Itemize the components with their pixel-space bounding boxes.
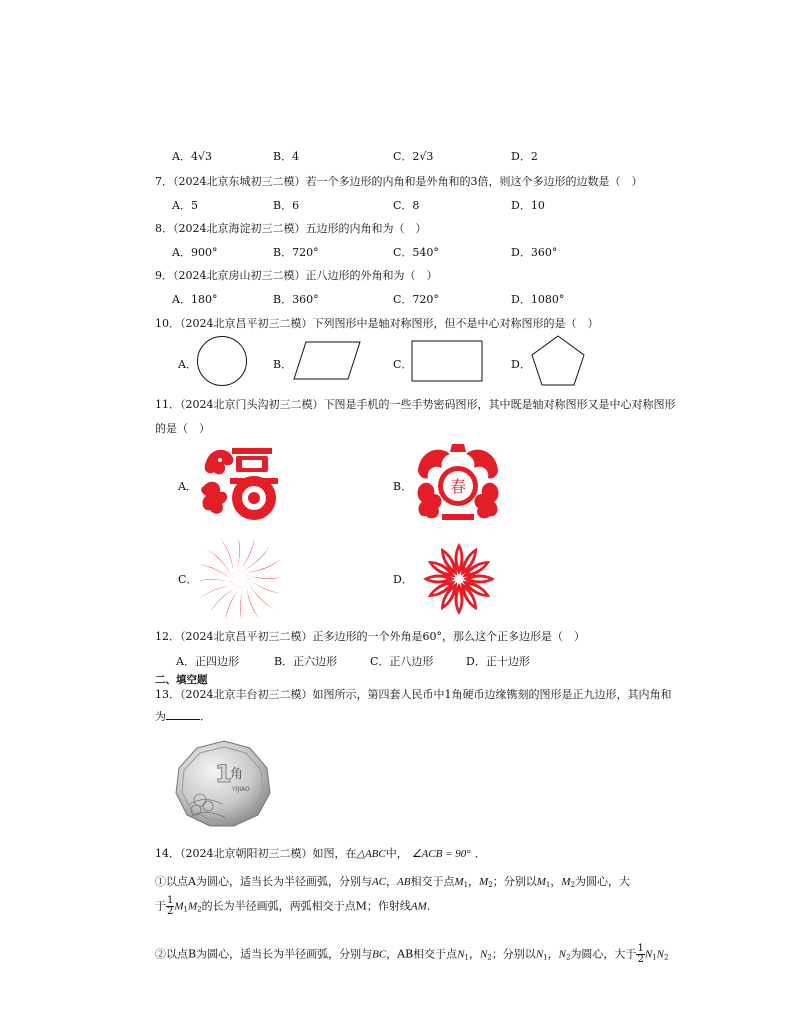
q14-s2-t3: ，	[469, 947, 480, 961]
coin-image	[170, 738, 278, 830]
q12-stem: 12．（2024北京昌平初三二模）正多边形的一个外角是60°，那么这个正多边形是（ ）	[155, 630, 585, 643]
q6-option-b: B．4	[273, 150, 300, 163]
q14-s1b-am: AM	[410, 900, 427, 913]
svg-text:YIJIAO: YIJIAO	[232, 786, 250, 793]
q14-s2-t5: ，	[547, 947, 559, 961]
q7-stem: 7．（2024北京东城初三二模）若一个多边形的内角和是外角和的3倍，则这个多边形的边数是（ ）	[155, 175, 643, 188]
q11-stem-line1: 11．（2024北京门头沟初三二模）下图是手机的一些手势密码图形，其中既是轴对称图形又是中心对称图形	[155, 398, 676, 411]
q14-angle: ∠ACB = 90°	[411, 848, 471, 860]
q14-s2-t6: 为圆心，大于	[570, 947, 637, 961]
rectangle-figure	[411, 340, 483, 382]
q12-option-d: D．正十边形	[466, 655, 530, 668]
q14-s1b-sub1: 1	[183, 905, 189, 914]
q14-s2-nsub2: 2	[663, 953, 669, 962]
q14-stem-mid: 中，	[385, 847, 408, 860]
q14-s2-nn2: N	[656, 948, 664, 961]
q11-stem-line2: 的是（ ）	[155, 422, 210, 435]
q14-s1-sub3: 1	[545, 881, 551, 889]
q10-option-c: C．	[393, 358, 413, 371]
q8-option-d: D．360°	[511, 246, 558, 259]
q9-option-d: D．1080°	[511, 293, 565, 306]
circle-figure	[196, 335, 248, 387]
q9-option-b: B．360°	[273, 293, 319, 306]
q11-option-d: D．	[393, 573, 413, 586]
fraction-one-half-2	[636, 944, 644, 965]
q14-s1-t5: ；分别以	[492, 875, 537, 888]
q14-stem	[155, 845, 486, 861]
q14-s1b-t1: 于	[155, 899, 166, 913]
q14-s2-nsub1: 1	[652, 953, 657, 962]
q14-s2-n2: N	[480, 948, 488, 961]
parallelogram-figure	[292, 341, 362, 381]
q14-s2-n: N	[457, 948, 465, 961]
q9-stem: 9．（2024北京房山初三二模）正八边形的外角和为（ ）	[155, 269, 438, 282]
q9-option-c: C．720°	[393, 293, 439, 306]
q14-s1-m3: M	[536, 876, 546, 888]
q14-s1b-m2: M	[188, 900, 198, 913]
q14-s2-sub1: 1	[464, 953, 469, 962]
q7-option-b: B．6	[273, 199, 300, 212]
q14-step1-line2	[155, 896, 438, 917]
q6-option-c: C．2√3	[393, 150, 434, 163]
q14-step2-line1	[155, 944, 668, 965]
q6-option-d: D．2	[511, 150, 538, 163]
q13-answer-blank[interactable]	[166, 709, 200, 720]
q14-s1-sub2: 2	[488, 881, 493, 889]
q10-option-d: D．	[511, 358, 531, 371]
q8-option-c: C．540°	[393, 246, 439, 259]
q14-s1-t7: 为圆心，大	[575, 875, 631, 888]
section-title-fill-blank: 二、填空题	[155, 674, 208, 686]
q14-s1-ac: AC	[371, 876, 387, 888]
q9-option-a: A．180°	[172, 293, 218, 306]
q14-triangle: △ABC	[356, 848, 386, 860]
q14-s1b-sub2: 2	[197, 905, 202, 914]
q14-s1-m4: M	[561, 876, 571, 888]
frac2-num: 1	[637, 943, 644, 954]
q14-s2-n3: N	[535, 948, 544, 961]
svg-text:1: 1	[215, 760, 232, 788]
spring-papercut-icon	[414, 440, 502, 524]
q13-suffix: ．	[200, 710, 211, 723]
q14-s1-m2: M	[479, 876, 489, 888]
q13-stem-line2	[155, 708, 211, 724]
q14-s2-nn: N	[644, 948, 653, 961]
q14-s2-t4: ；分别以	[491, 947, 536, 961]
q14-step1-line1	[155, 873, 630, 889]
q11-option-b: B．	[393, 480, 413, 493]
q14-s1-t6: ，	[550, 875, 562, 888]
q11-option-a: A．	[178, 480, 197, 493]
svg-text:春: 春	[449, 477, 467, 496]
q14-s1-m: M	[454, 876, 464, 888]
q7-option-c: C．8	[393, 199, 420, 212]
q7-option-d: D．10	[511, 199, 545, 212]
q14-s1-t2: ，	[386, 875, 398, 888]
q8-option-a: A．900°	[172, 246, 218, 259]
q12-option-b: B．正六边形	[274, 655, 338, 668]
q14-s2-sub3: 1	[543, 953, 548, 962]
dragon-fortune-papercut-icon	[200, 442, 286, 524]
q14-s2-t2: ，AB相交于点	[386, 947, 458, 961]
q14-s2-bc: BC	[372, 948, 387, 961]
q14-s1b-t2: 的长为半径画弧，两弧相交于点M；作射线	[201, 899, 411, 913]
q12-option-a: A．正四边形	[176, 655, 239, 668]
q14-s1-t1: ①以点A为圆心，适当长为半径画弧，分别与	[155, 875, 372, 888]
swirl-flower-papercut-icon	[200, 540, 280, 618]
q14-s1b-t3: ．	[426, 899, 438, 913]
q14-stem-pre: 14．（2024北京朝阳初三二模）如图，在	[155, 847, 357, 860]
frac-num: 1	[167, 895, 174, 906]
q14-s1-t4: ，	[468, 875, 480, 888]
svg-text:角: 角	[230, 767, 244, 782]
q11-option-c: C．	[178, 573, 198, 586]
q13-stem-line1: 13．（2024北京丰台初三二模）如图所示，第四套人民币中1角硬币边缘镌刻的图形是正九边形，其内角和	[155, 688, 672, 701]
q14-stem-post: ．	[474, 847, 486, 860]
q14-s2-sub4: 2	[565, 953, 571, 962]
q10-stem: 10．（2024北京昌平初三二模）下列图形中是轴对称图形，但不是中心对称图形的是（ ）	[155, 317, 599, 330]
q8-stem: 8．（2024北京海淀初三二模）五边形的内角和为（ ）	[155, 222, 427, 235]
q14-s1-sub4: 2	[570, 881, 576, 889]
q14-s1-ab: AB	[397, 876, 411, 888]
pentagon-figure	[530, 335, 586, 387]
q12-option-c: C．正八边形	[370, 655, 434, 668]
q7-option-a: A．5	[172, 199, 198, 212]
q14-s1-sub1: 1	[463, 881, 469, 889]
q10-option-b: B．	[273, 358, 293, 371]
q14-s2-sub2: 2	[487, 953, 492, 962]
petal-star-papercut-icon	[419, 541, 499, 617]
q10-option-a: A．	[178, 358, 197, 371]
q8-option-b: B．720°	[273, 246, 319, 259]
q6-option-a: A．4√3	[172, 150, 212, 163]
frac2-den: 2	[637, 954, 644, 965]
frac-den: 2	[167, 906, 174, 917]
q14-s2-t1: ②以点B为圆心，适当长为半径画弧，分别与	[155, 947, 373, 961]
q14-s1b-m: M	[174, 900, 184, 913]
q14-s2-n4: N	[558, 948, 566, 961]
q14-s1-t3: 相交于点	[410, 875, 455, 888]
q13-prefix: 为	[155, 710, 166, 723]
